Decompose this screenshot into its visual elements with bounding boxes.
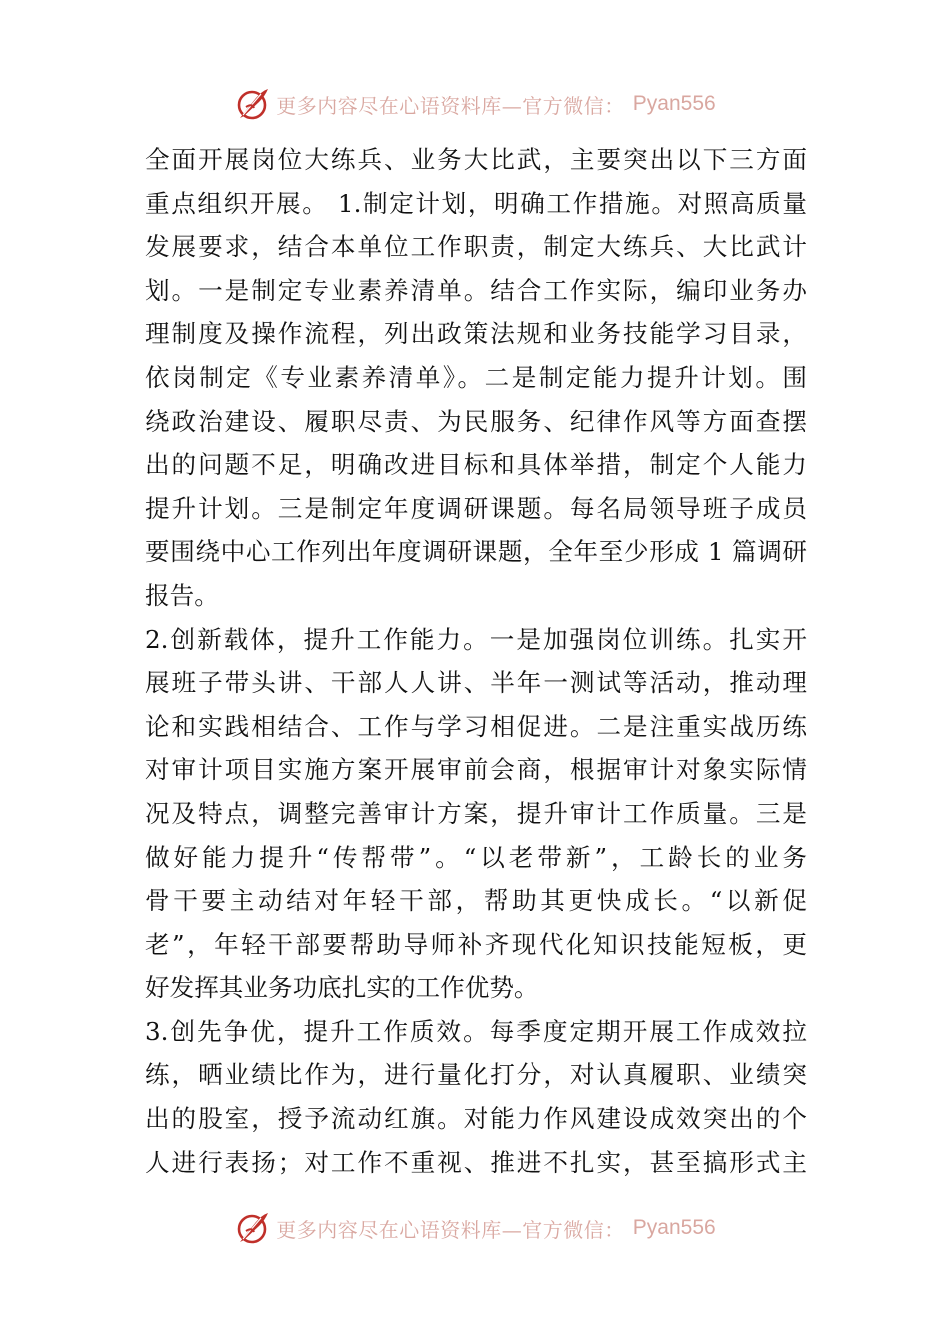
text-line: 全面开展岗位大练兵、业务大比武，主要突出以下三方面 [145,145,807,174]
text-line: 理制度及操作流程，列出政策法规和业务技能学习目录， [145,319,807,349]
footer-banner [0,1206,950,1250]
quill-pen-logo-icon [234,1210,270,1246]
text-line: 绕政治建设、履职尽责、为民服务、纪律作风等方面查摆 [145,406,807,436]
text-line: 3.创先争优，提升工作质效。每季度定期开展工作成效拉 [145,1016,807,1046]
text-line: 对审计项目实施方案开展审前会商，根据审计对象实际情 [145,755,807,785]
header-banner [0,82,950,126]
footer-banner-text: 更多内容尽在心语资料库—官方微信： [276,1217,625,1242]
quill-pen-logo-icon [234,86,270,122]
header-banner-text: 更多内容尽在心语资料库—官方微信： [276,93,625,118]
text-line: 况及特点，调整完善审计方案，提升审计工作质量。三是 [145,798,807,828]
text-line: 骨干要主动结对年轻干部，帮助其更快成长。“以新促 [145,886,807,916]
text-line: 报告。 [145,580,219,610]
text-line: 练，晒业绩比作为，进行量化打分，对认真履职、业绩突 [145,1060,807,1090]
document-body [145,138,807,1184]
text-line: 好发挥其业务功底扎实的工作优势。 [145,973,539,1003]
footer-banner-inner [234,1210,715,1246]
text-line: 重点组织开展。 1.制定计划，明确工作措施。对照高质量 [145,188,807,218]
text-line: 发展要求，结合本单位工作职责，制定大练兵、大比武计 [145,232,807,262]
header-banner-handle: Pyan556 [632,92,716,115]
header-banner-inner [234,86,715,122]
text-line: 论和实践相结合、工作与学习相促进。二是注重实战历练 [145,711,807,741]
text-line: 做好能力提升“传帮带”。“以老带新”，工龄长的业务 [145,842,807,872]
text-line: 依岗制定《专业素养清单》。二是制定能力提升计划。围 [145,362,807,392]
text-line: 2.创新载体，提升工作能力。一是加强岗位训练。扎实开 [145,624,807,654]
text-line: 人进行表扬；对工作不重视、推进不扎实，甚至搞形式主 [145,1147,807,1177]
text-line: 老”，年轻干部要帮助导师补齐现代化知识技能短板，更 [145,929,807,959]
footer-banner-handle: Pyan556 [632,1216,716,1239]
text-line: 出的股室，授予流动红旗。对能力作风建设成效突出的个 [145,1104,807,1134]
text-line: 出的问题不足，明确改进目标和具体举措，制定个人能力 [145,450,807,480]
text-line: 展班子带头讲、干部人人讲、半年一测试等活动，推动理 [145,668,807,698]
text-line: 划。一是制定专业素养清单。结合工作实际，编印业务办 [145,275,807,305]
text-line: 要围绕中心工作列出年度调研课题，全年至少形成 1 篇调研 [145,537,807,567]
text-line: 提升计划。三是制定年度调研课题。每名局领导班子成员 [145,493,807,523]
